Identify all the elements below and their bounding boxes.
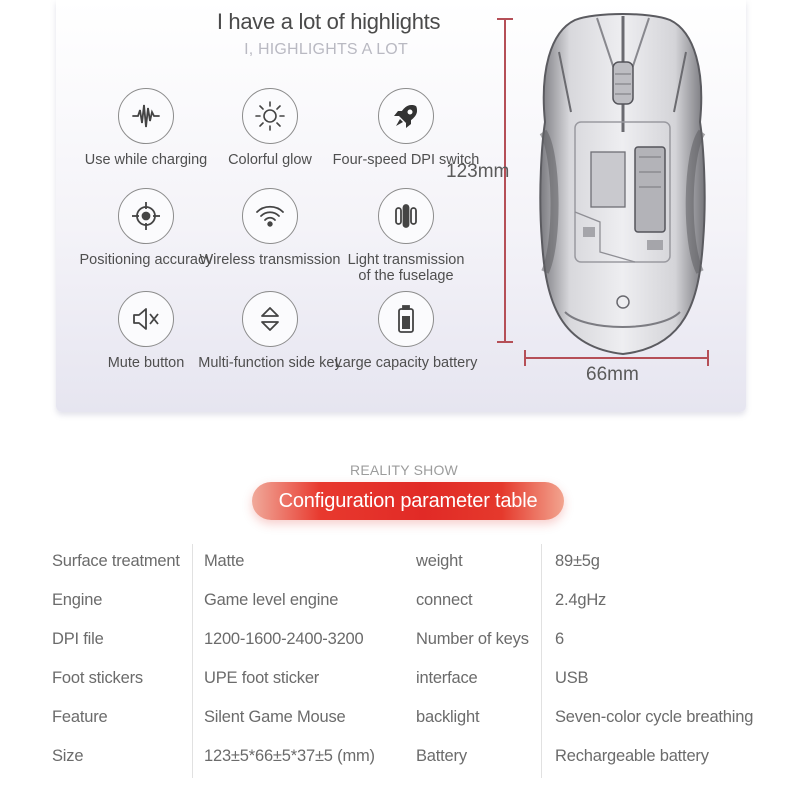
width-dimension-line [524,357,708,359]
height-dimension-cap-top [497,18,513,20]
feature-large-capacity-battery [326,291,486,371]
height-dimension-label: 123mm [446,161,510,182]
param-name: DPI file [52,630,104,648]
param-value: Rechargeable battery [555,747,709,765]
feature-label: Light transmission of the fuselage [347,252,465,284]
feature-label: Large capacity battery [334,355,478,371]
param-name: Size [52,747,84,765]
feature-label: Mute button [107,355,185,371]
param-value: Game level engine [204,591,339,609]
table-row [0,747,800,786]
mute-speaker-icon [118,291,174,347]
height-dimension-cap-bottom [497,341,513,343]
param-name: Number of keys [416,630,529,648]
feature-label: Colorful glow [228,152,312,168]
feature-label: Wireless transmission [199,252,341,268]
param-name: interface [416,669,478,687]
sun-glow-icon [242,88,298,144]
up-down-arrows-icon [242,291,298,347]
section-eyebrow: REALITY SHOW [350,462,458,478]
feature-label: Positioning accuracy [79,252,213,268]
param-name: Feature [52,708,108,726]
width-dimension-cap-left [524,350,526,366]
param-name: Engine [52,591,103,609]
table-row [0,669,800,708]
param-value: Silent Game Mouse [204,708,346,726]
rocket-icon [378,88,434,144]
param-name: Surface treatment [52,552,180,570]
table-row [0,552,800,591]
width-dimension-label: 66mm [586,364,639,385]
param-name: connect [416,591,473,609]
banner-title: I have a lot of highlights [216,9,441,34]
crosshair-icon [118,188,174,244]
feature-four-speed-dpi [326,88,486,168]
param-value: 89±5g [555,552,600,570]
param-value: UPE foot sticker [204,669,320,687]
param-name: weight [416,552,463,570]
param-value: Seven-color cycle breathing [555,708,754,726]
transparent-mouse-image [535,12,710,357]
param-value: 2.4gHz [555,591,607,609]
feature-light-transmission [326,188,486,284]
table-row [0,630,800,669]
wifi-icon [242,188,298,244]
param-value: USB [555,669,589,687]
param-name: Battery [416,747,467,765]
table-row [0,591,800,630]
light-bars-icon [378,188,434,244]
param-value: 1200-1600-2400-3200 [204,630,364,648]
param-name: Foot stickers [52,669,143,687]
feature-label: Multi-function side key [198,355,342,371]
feature-label: Use while charging [84,152,208,168]
param-value: 6 [555,630,564,648]
param-value: Matte [204,552,245,570]
table-row [0,708,800,747]
section-title-pill: Configuration parameter table [252,482,564,520]
waveform-icon [118,88,174,144]
param-value: 123±5*66±5*37±5 (mm) [204,747,375,765]
banner-subtitle: I, HIGHLIGHTS A LOT [244,41,408,58]
feature-label: Four-speed DPI switch [332,152,480,168]
battery-icon [378,291,434,347]
param-name: backlight [416,708,480,726]
